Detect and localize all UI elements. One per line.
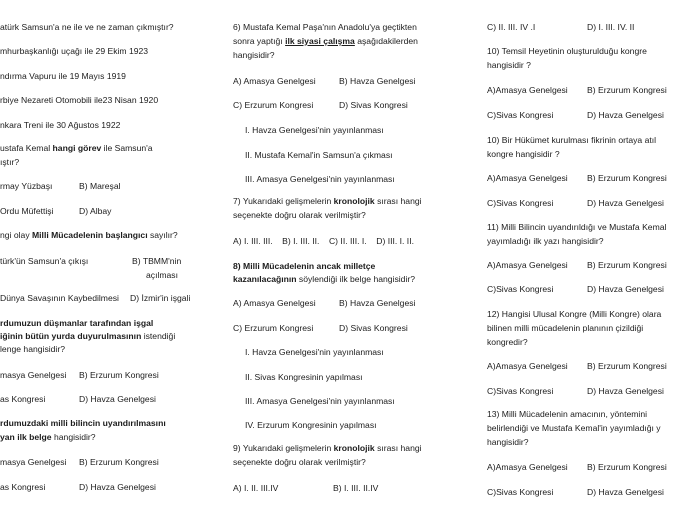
q2-option-b: B) Mareşal <box>79 181 121 191</box>
q1-title: atürk Samsun'a ne ile ve ne zaman çıkmıştır? <box>0 22 174 32</box>
q4-option-d: D) Havza Genelgesi <box>79 394 156 404</box>
q12-option-b: B) Erzurum Kongresi <box>587 260 667 270</box>
q9-item: IV. Erzurum Kongresinin yapılması <box>245 420 377 430</box>
q10-option-a: A)Amasya Genelgesi <box>487 85 568 95</box>
q4-title-line2 <box>0 331 175 342</box>
q5-title-line1 <box>0 418 166 429</box>
q9-title-line1 <box>233 443 422 454</box>
q3-text: sayılır? <box>147 230 178 240</box>
q5-option-a: masya Genelgesi <box>0 457 67 467</box>
q6-option-a: A) Amasya Genelgesi <box>233 76 316 86</box>
q9-option-d: D) I. III. IV. II <box>587 22 635 32</box>
q8-option-b: B) Havza Genelgesi <box>339 298 416 308</box>
q3-option-d: D) İzmir'in işgali <box>130 293 191 303</box>
q3-option-a: türk'ün Samsun'a çıkışı <box>0 256 89 266</box>
q12-option-c: C)Sivas Kongresi <box>487 284 554 294</box>
q7-title-line1 <box>233 196 422 207</box>
q9-emphasis: kronolojik <box>333 443 375 453</box>
q14-title-line3: hangisidir? <box>487 437 529 447</box>
q4-title-line1 <box>0 318 153 329</box>
q5-emphasis: yan ilk belge <box>0 432 52 442</box>
q14-option-b: B) Erzurum Kongresi <box>587 462 667 472</box>
q11-option-c: C)Sivas Kongresi <box>487 198 554 208</box>
q1-option: rbiye Nezareti Otomobili ile23 Nisan 1920 <box>0 95 159 105</box>
q11-option-b: B) Erzurum Kongresi <box>587 173 667 183</box>
q13-option-d: D) Havza Genelgesi <box>587 386 664 396</box>
q8-emphasis: 8) Milli Mücadelenin ancak milletçe <box>233 261 376 271</box>
column-left <box>0 0 222 509</box>
q9-option-c: C) II. III. IV .I <box>487 22 536 32</box>
q7-item: I. Havza Genelgesi'nin yayınlanması <box>245 125 384 135</box>
q9-item: II. Sivas Kongresinin yapılması <box>245 372 363 382</box>
q12-option-a: A)Amasya Genelgesi <box>487 260 568 270</box>
q9-text: sırası hangi <box>374 443 422 453</box>
q7-text: 7) Yukarıdaki gelişmelerin <box>233 196 334 206</box>
q4-emphasis: iğinin bütün yurda duyurulmasının <box>0 331 142 341</box>
q2-emphasis: hangi görev <box>52 143 102 153</box>
q7-item: II. Mustafa Kemal'in Samsun'a çıkması <box>245 150 393 160</box>
q10-option-c: C)Sivas Kongresi <box>487 110 554 120</box>
q5-emphasis: rdumuzdaki <box>0 418 51 428</box>
q5-option-b: B) Erzurum Kongresi <box>79 457 159 467</box>
q4-option-c: as Kongresi <box>0 394 46 404</box>
q4-title-line3: lenge hangisidir? <box>0 344 65 354</box>
q13-option-a: A)Amasya Genelgesi <box>487 361 568 371</box>
q6-option-c: C) Erzurum Kongresi <box>233 100 314 110</box>
q6-emphasis: ilk siyasi çalışma <box>285 36 355 46</box>
q1-option: mhurbaşkanlığı uçağı ile 29 Ekim 1923 <box>0 46 149 56</box>
q14-option-c: C)Sivas Kongresi <box>487 487 554 497</box>
q6-option-b: B) Havza Genelgesi <box>339 76 416 86</box>
q2-title-line2: ıştır? <box>0 157 20 167</box>
q5-text: hangisidir? <box>51 432 96 442</box>
q13-option-c: C)Sivas Kongresi <box>487 386 554 396</box>
q13-title-line2: bilinen milli mücadelenin planının çizildiği <box>487 323 644 333</box>
q5-option-c: as Kongresi <box>0 482 46 492</box>
q6-title-line3: hangisidir? <box>233 50 275 60</box>
q6-option-d: D) Sivas Kongresi <box>339 100 408 110</box>
q14-title-line2: belirlendiği ve Mustafa Kemal'in yayımladığı y <box>487 423 661 433</box>
q4-option-b: B) Erzurum Kongresi <box>79 370 159 380</box>
q12-title-line2: yayımladığı ilk yazı hangisidir? <box>487 236 604 246</box>
q4-option-a: masya Genelgesi <box>0 370 67 380</box>
q6-text: sonra yaptığı <box>233 36 286 46</box>
q11-title-line1: 10) Bir Hükümet kurulması fikrinin ortaya atıl <box>487 135 657 145</box>
q9-item: III. Amasya Genelgesi'nin yayınlanması <box>245 396 395 406</box>
q14-title-line1: 13) Milli Mücadelenin amacının, yöntemini <box>487 409 648 419</box>
q3-option-b-line1: B) TBMM'nin <box>132 256 182 266</box>
column-middle <box>233 0 473 509</box>
q8-option-d: D) Sivas Kongresi <box>339 323 408 333</box>
q3-text: ngi olay <box>0 230 33 240</box>
q8-emphasis: kazanılacağının <box>233 274 297 284</box>
q14-option-d: D) Havza Genelgesi <box>587 487 664 497</box>
q8-title-line1 <box>233 261 375 272</box>
q9-option-b: B) I. III. II.IV <box>333 483 379 493</box>
q2-option-d: D) Albay <box>79 206 112 216</box>
q13-title-line3: kongredir? <box>487 337 528 347</box>
q11-option-a: A)Amasya Genelgesi <box>487 173 568 183</box>
q7-item: III. Amasya Genelgesi'nin yayınlanması <box>245 174 395 184</box>
q7-title-line2: seçenekte doğru olarak verilmiştir? <box>233 210 366 220</box>
q6-title-line1: 6) Mustafa Kemal Paşa'nın Anadolu'ya geçtikten <box>233 22 417 32</box>
q2-option-c: Ordu Müfettişi <box>0 206 54 216</box>
q1-option: ndırma Vapuru ile 19 Mayıs 1919 <box>0 71 126 81</box>
q5-emphasis: milli bilincin uyandırılmasını <box>50 418 166 428</box>
q6-title-line2 <box>233 36 418 47</box>
q7-options: A) I. III. III. B) I. III. II. C) II. III. I. D) III. I. II. <box>233 236 414 246</box>
q8-text: söylendiği ilk belge hangisidir? <box>296 274 416 284</box>
q12-title-line1: 11) Milli Bilincin uyandırıldığı ve Mustafa Kemal <box>487 222 667 232</box>
q3-title <box>0 230 178 241</box>
q10-option-b: B) Erzurum Kongresi <box>587 85 667 95</box>
column-right <box>487 0 678 509</box>
q8-option-a: A) Amasya Genelgesi <box>233 298 316 308</box>
q13-title-line1: 12) Hangisi Ulusal Kongre (Milli Kongre) olara <box>487 309 662 319</box>
q14-option-a: A)Amasya Genelgesi <box>487 462 568 472</box>
q9-option-a: A) I. II. III.IV <box>233 483 279 493</box>
q13-option-b: B) Erzurum Kongresi <box>587 361 667 371</box>
q5-option-d: D) Havza Genelgesi <box>79 482 156 492</box>
q10-title-line1: 10) Temsil Heyetinin oluşturulduğu kongre <box>487 46 647 56</box>
q7-emphasis: kronolojik <box>333 196 375 206</box>
q2-title-line1 <box>0 143 153 154</box>
q2-text: ustafa Kemal <box>0 143 53 153</box>
q10-option-d: D) Havza Genelgesi <box>587 110 664 120</box>
q9-text: 9) Yukarıdaki gelişmelerin <box>233 443 334 453</box>
q8-option-c: C) Erzurum Kongresi <box>233 323 314 333</box>
q11-option-d: D) Havza Genelgesi <box>587 198 664 208</box>
q4-emphasis: rdumuzun düşmanlar tarafından işgal <box>0 318 154 328</box>
q7-text: sırası hangi <box>374 196 422 206</box>
q2-option-a: rmay Yüzbaşı <box>0 181 53 191</box>
q10-title-line2: hangisidir ? <box>487 60 531 70</box>
q12-option-d: D) Havza Genelgesi <box>587 284 664 294</box>
q3-emphasis: Milli Mücadelenin başlangıcı <box>32 230 148 240</box>
q1-option: nkara Treni ile 30 Ağustos 1922 <box>0 120 121 130</box>
q5-title-line2 <box>0 432 96 443</box>
q6-text: aşağıdakilerden <box>354 36 418 46</box>
q9-title-line2: seçenekte doğru olarak verilmiştir? <box>233 457 366 467</box>
q3-option-b-line2: açılması <box>146 270 178 280</box>
q2-text: ile Samsun'a <box>101 143 153 153</box>
q11-title-line2: kongre hangisidir ? <box>487 149 560 159</box>
q9-item: I. Havza Genelgesi'nin yayınlanması <box>245 347 384 357</box>
q3-option-c: Dünya Savaşının Kaybedilmesi <box>0 293 119 303</box>
q4-text: istendiği <box>141 331 176 341</box>
q8-title-line2 <box>233 274 415 285</box>
